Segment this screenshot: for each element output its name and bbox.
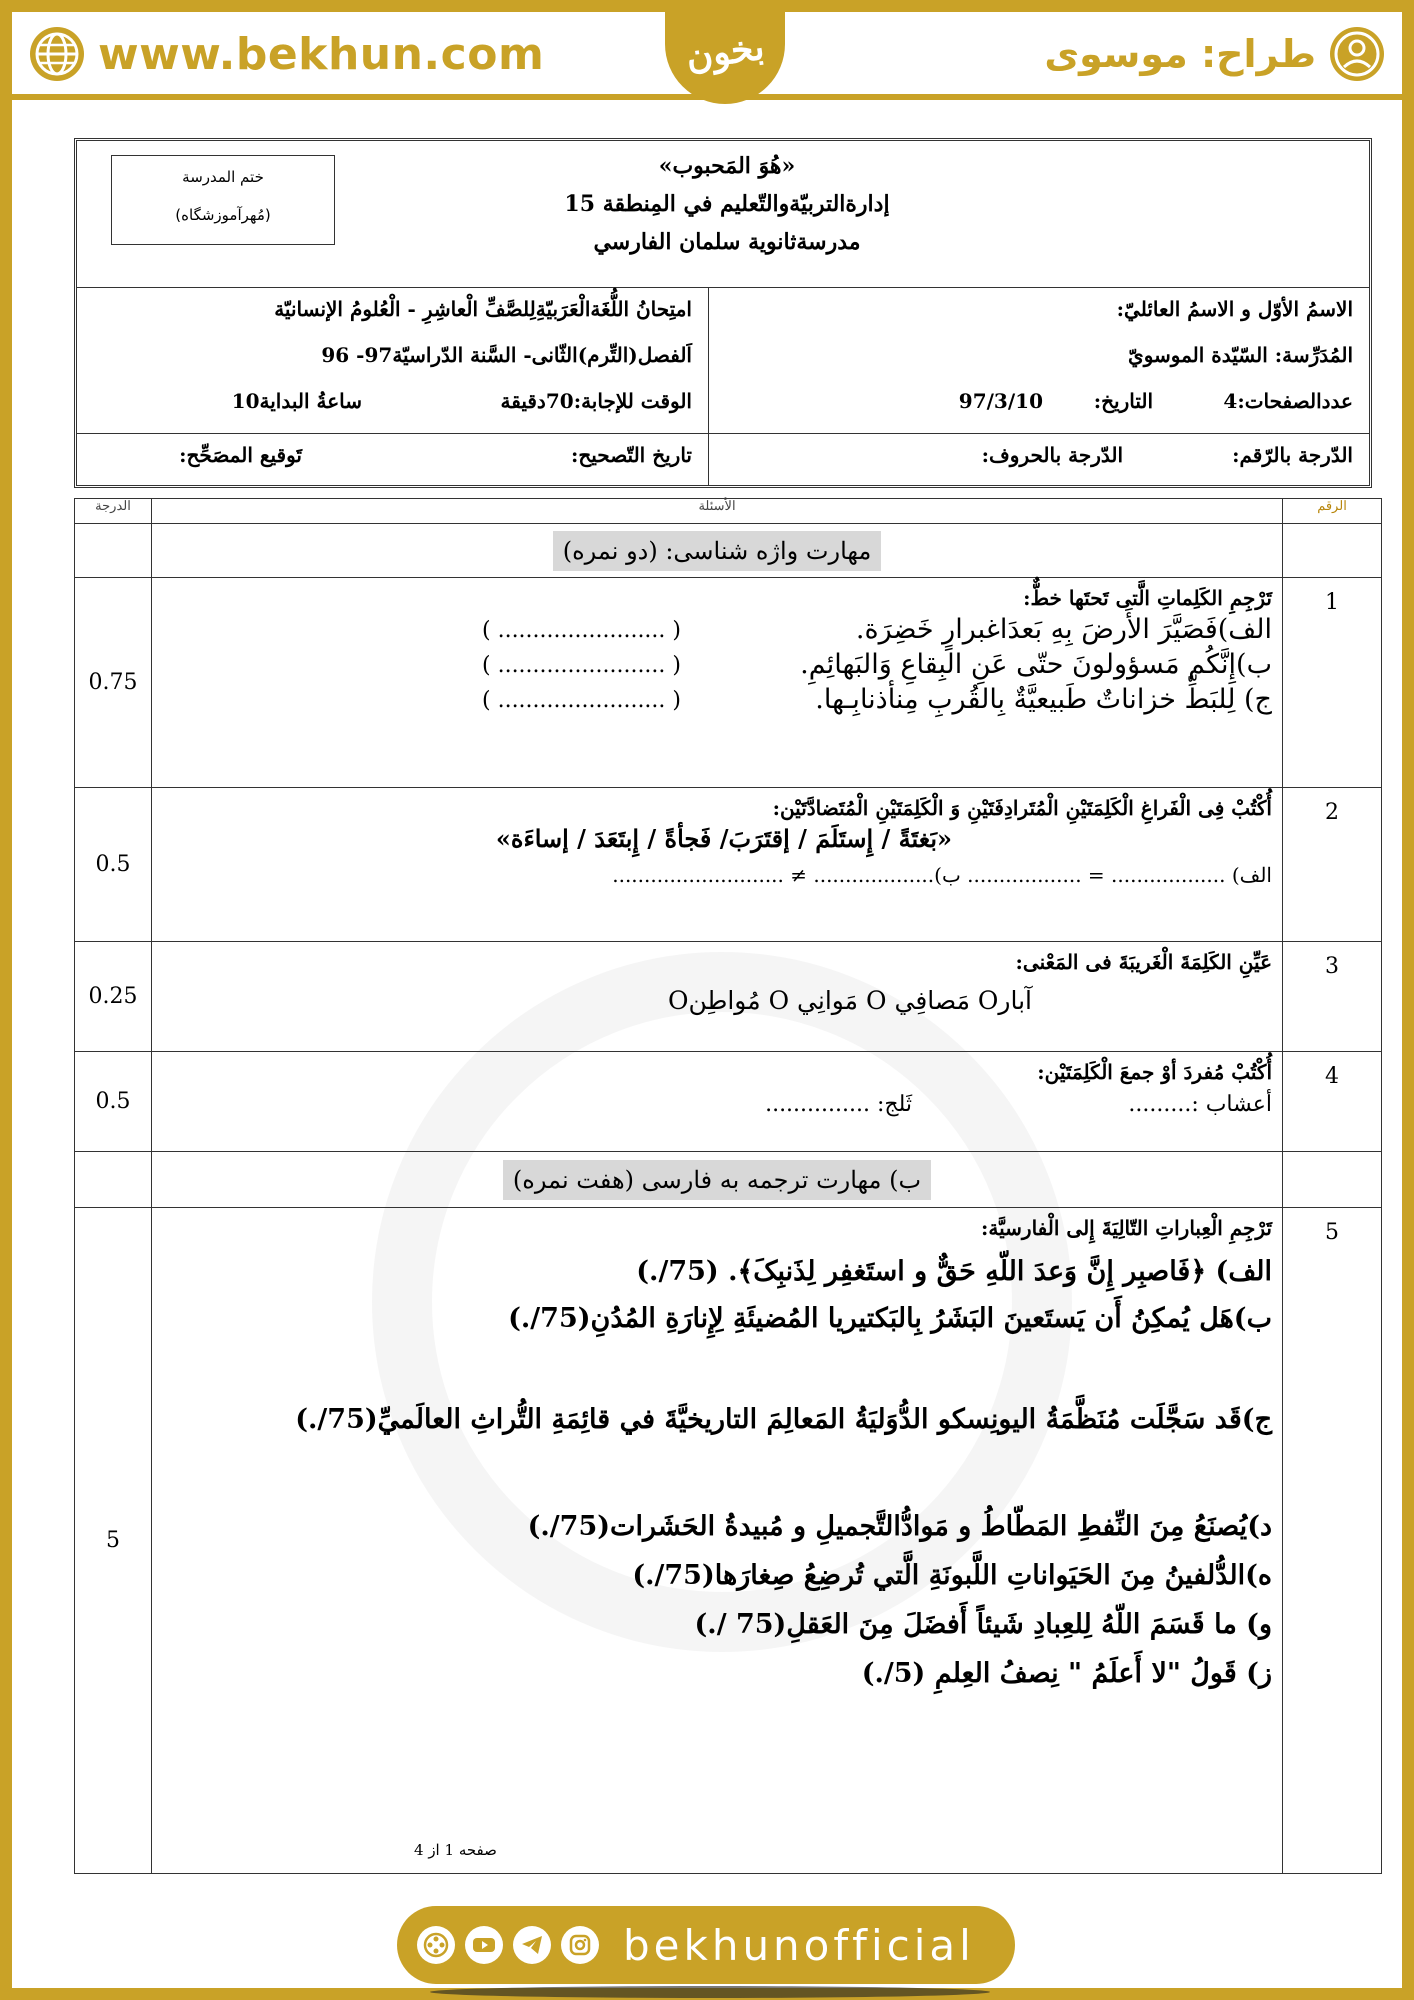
q3-grade: 0.25 bbox=[75, 942, 152, 1052]
section-row-vocab bbox=[75, 524, 1382, 578]
designer-name: طراح: موسوی bbox=[1044, 32, 1316, 76]
q4-right[interactable]: أعشاب :......... bbox=[1128, 1092, 1272, 1117]
globe-icon bbox=[30, 27, 84, 81]
user-icon bbox=[1330, 27, 1384, 81]
stamp-title: ختم المدرسة bbox=[182, 168, 264, 186]
q4-body bbox=[152, 1052, 1283, 1152]
q4-grade: 0.5 bbox=[75, 1052, 152, 1152]
exam-heading bbox=[77, 141, 1369, 288]
q5-line-b: ب)هَل يُمكِنُ أَن يَستَعينَ البَشَرُ بِالبَكتيريا المُضيئَةِ لِإِنارَةِ المُدُنِ(75/.) bbox=[508, 1303, 1272, 1334]
header-number: الرقم bbox=[1283, 499, 1382, 524]
site-url: www.bekhun.com bbox=[98, 28, 545, 80]
department: إدارةالتربيّةوالتّعليم في المِنطقة 15 bbox=[564, 191, 890, 217]
q1-line-c: ج) لِلبَطِّ خزاناتٌ طَبيعيَّةٌ بِالقُربِ مِنأذنابِـها. ( ........................ ) bbox=[482, 684, 1272, 715]
q5-line-d: د)يُصنَعُ مِنَ النِّفطِ المَطّاطُ و مَوادُّالتَّجميلِ و مُبيدةُ الحَشَرات(75/.) bbox=[527, 1511, 1272, 1542]
stamp-subtitle: (مُهرآموزشگاه) bbox=[175, 206, 271, 224]
q5-title: تَرْجِمِ الْعِباراتِ التّالِيَةَ إِلى الْفارسيَّة: bbox=[981, 1216, 1272, 1240]
q5-line-a: الف) ﴿فَاصبِر إِنَّ وَعدَ اللّهِ حَقٌّ و استَغفِر لِذَنبِکَ﴾. (75/.) bbox=[636, 1256, 1272, 1287]
q1-line-a: الف)فَصَيَّرَ الأَرضَ بِهِ بَعدَاغبرارٍ خَضِرَة. ( ........................ ) bbox=[482, 614, 1272, 645]
q1-blank-b[interactable]: ( ........................ ) bbox=[482, 653, 681, 678]
school-name: مدرسةثانوية سلمان الفارسي bbox=[593, 229, 861, 255]
instagram-icon[interactable] bbox=[561, 1926, 599, 1964]
q1-line-b: ب)إِنَّكُم مَسؤولونَ حتّى عَنِ البِقاعِ وَالبَهائِمِ. ( ........................ ) bbox=[482, 649, 1272, 680]
q3-number: 3 bbox=[1283, 942, 1382, 1052]
exam-header-frame bbox=[74, 138, 1372, 488]
telegram-icon[interactable] bbox=[513, 1926, 551, 1964]
q4-line bbox=[152, 1084, 1282, 1117]
question-row-4 bbox=[75, 1052, 1382, 1152]
q2-body bbox=[152, 788, 1283, 942]
q5-grade: 5 bbox=[75, 1208, 152, 1874]
section-row-translate bbox=[75, 1152, 1382, 1208]
header-questions: الأسئلة bbox=[152, 499, 1283, 524]
social-handle[interactable]: bekhunofficial bbox=[623, 1920, 975, 1970]
q3-body bbox=[152, 942, 1283, 1052]
q5-line-g: ز) قَولُ "لا أَعلَمُ " نِصفُ العِلمِ (5/.) bbox=[861, 1658, 1272, 1689]
teacher-label: المُدَرِّسة: السّيّدة الموسويّ bbox=[1128, 343, 1353, 367]
q1-blank-a[interactable]: ( ........................ ) bbox=[482, 618, 681, 643]
header-grade: الدرجة bbox=[75, 499, 152, 524]
grade-words-label: الدّرجة بالحروف: bbox=[981, 443, 1123, 467]
page-sheet bbox=[12, 12, 1402, 1988]
exam-details bbox=[77, 287, 709, 433]
time-label: الوقت للإجابة:70دقيقة bbox=[500, 389, 692, 413]
student-info bbox=[709, 287, 1369, 433]
heading-lines bbox=[437, 147, 1017, 261]
grading-row bbox=[77, 433, 1369, 485]
question-row-5 bbox=[75, 1208, 1382, 1874]
date-label: التاريخ: bbox=[1093, 389, 1153, 413]
q1-blank-c[interactable]: ( ........................ ) bbox=[482, 688, 681, 713]
top-banner bbox=[12, 12, 1402, 100]
q1-grade: 0.75 bbox=[75, 578, 152, 788]
questions-table bbox=[74, 498, 1382, 1874]
youtube-icon[interactable] bbox=[465, 1926, 503, 1964]
logo-text: بخون bbox=[683, 25, 767, 79]
pages-label: عددالصفحات:4 bbox=[1223, 389, 1353, 413]
q2-number: 2 bbox=[1283, 788, 1382, 942]
section-vocab: مهارت واژه شناسی: (دو نمره) bbox=[553, 531, 882, 571]
q4-title: أُكْتُبْ مُفردَ أوْ جمعَ الْكَلِمَتَيْن: bbox=[1037, 1060, 1272, 1084]
question-row-2 bbox=[75, 788, 1382, 942]
exam-info bbox=[77, 287, 1369, 434]
date-value: 97/3/10 bbox=[958, 389, 1043, 413]
correction-date-label: تاريخ التّصحيح: bbox=[570, 443, 692, 467]
q2-grade: 0.5 bbox=[75, 788, 152, 942]
grade-fields bbox=[709, 433, 1369, 485]
correction-fields bbox=[77, 433, 709, 485]
q2-answer[interactable]: الف) .................. = .................. ب)................... ≠ ........................... bbox=[612, 863, 1272, 887]
q5-line-e: ه)الدُّلفينُ مِنَ الحَيَواناتِ اللَّبونَةِ الَّتي تُرضِعُ صِغارَها(75/.) bbox=[632, 1560, 1272, 1591]
question-row-1 bbox=[75, 578, 1382, 788]
footer-shadow bbox=[430, 1986, 990, 1998]
start-label: ساعةُ البداية10 bbox=[231, 389, 362, 413]
q1-number: 1 bbox=[1283, 578, 1382, 788]
q5-line-f: و) ما قَسَمَ اللّهُ لِلعِبادِ شَيئاً أَفضَلَ مِنَ العَقلِ(75 /.) bbox=[694, 1609, 1272, 1640]
q5-number: 5 bbox=[1283, 1208, 1382, 1874]
bismillah: «هُوَ المَحبوب» bbox=[658, 153, 796, 179]
social-footer bbox=[397, 1906, 1015, 1984]
q2-words: «بَغتَةً / إِستَلَمَ / إقتَرَبَ/ فَجأةً / إِبتَعَدَ / إساءَة» bbox=[495, 824, 952, 853]
grade-number-label: الدّرجة بالرّقم: bbox=[1232, 443, 1353, 467]
q4-number: 4 bbox=[1283, 1052, 1382, 1152]
q1-body bbox=[152, 578, 1283, 788]
table-header-row bbox=[75, 499, 1382, 524]
q1-title: تَرْجِمِ الكَلِماتِ الَّتى تَحتَها خطٌّ: bbox=[1023, 586, 1272, 610]
exam-title: امتِحانُ اللُّغَةالْعَرَبيّةِلِلصَّفِّ الْعاشِرِ - الْعُلومُ الإنسانيّة bbox=[274, 297, 692, 321]
designer-credit bbox=[1044, 26, 1384, 82]
corrector-sign-label: تَوقيع المصَحِّح: bbox=[179, 443, 302, 467]
semester: اَلفصل(التِّرم)الثّانى- السَّنة الدّراسيّة97- 96 bbox=[321, 343, 692, 367]
school-stamp-box bbox=[111, 155, 335, 245]
site-link[interactable] bbox=[30, 26, 544, 82]
question-row-3 bbox=[75, 942, 1382, 1052]
q2-title: أُكْتُبْ فِى الْفَراغِ الْكَلِمَتَيْنِ الْمُتَرادِفَتَيْنِ وَ الْكَلِمَتَيْنِ الْمُتَضادَّتَيْن: bbox=[772, 796, 1272, 820]
q3-options[interactable]: آبارO مَصافِي O مَوانِي O مُواطِنO bbox=[667, 986, 1032, 1015]
q3-title: عَيِّنِ الكَلِمَةَ الْغَريبَةَ فى المَعْنى: bbox=[1015, 950, 1272, 974]
section-translate: ب) مهارت ترجمه به فارسی (هفت نمره) bbox=[503, 1160, 931, 1200]
q5-body bbox=[152, 1208, 1283, 1874]
q4-left[interactable]: ثَلج: ............... bbox=[765, 1092, 912, 1117]
name-label: الاسمُ الأوّل و الاسمُ العائليّ: bbox=[1116, 297, 1353, 321]
bekhun-logo bbox=[665, 0, 785, 104]
q5-line-c: ج)قَد سَجَّلَت مُنَظَّمَةُ اليونِسكو الدُّوَليَةُ المَعالِمَ التاريخيَّةَ في قائِمَةِ التُّراثِ العالَميِّ(75/.) bbox=[295, 1404, 1272, 1435]
film-reel-icon[interactable] bbox=[417, 1926, 455, 1964]
page-number: صفحه 1 از 4 bbox=[414, 1841, 497, 1859]
